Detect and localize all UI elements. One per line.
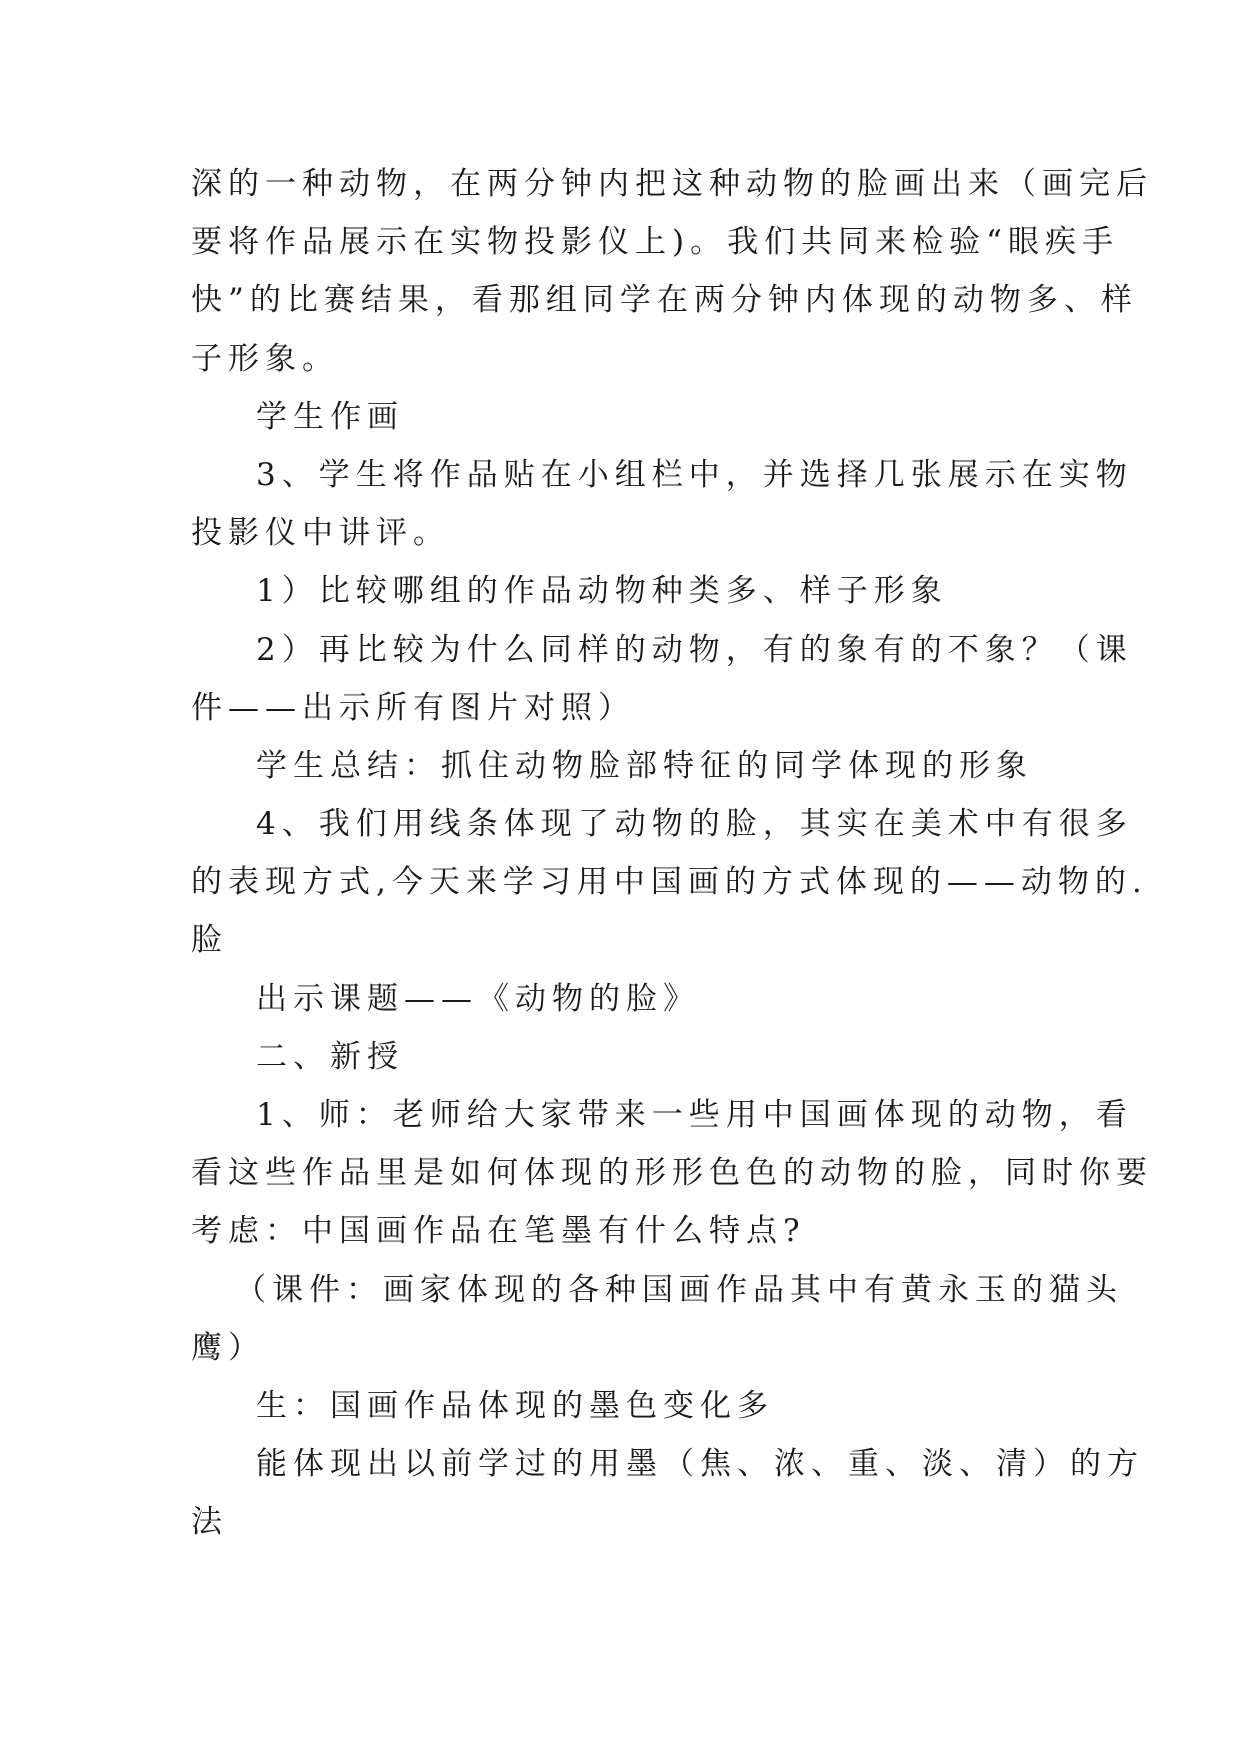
text-line: 3、学生将作品贴在小组栏中，并选择几张展示在实物	[256, 456, 1133, 493]
text-line: 1、师：老师给大家带来一些用中国画体现的动物，看	[256, 1097, 1133, 1133]
text-line: 生：国画作品体现的墨色变化多	[256, 1387, 774, 1424]
text-line: 学生作画	[256, 398, 404, 435]
text-line: 1）比较哪组的作品动物种类多、样子形象	[256, 573, 948, 610]
text-line: 学生总结：抓住动物脸部特征的同学体现的形象	[256, 747, 1033, 784]
section-heading: 二、新授	[256, 1038, 404, 1075]
text-line: 深的一种动物，在两分钟内把这种动物的脸画出来（画完后	[191, 166, 1153, 202]
text-line: 的表现方式,今天来学习用中国画的方式体现的——动物的.	[191, 864, 1148, 901]
text-line: 看这些作品里是如何体现的形形色色的动物的脸，同时你要	[191, 1155, 1153, 1192]
text-line: 件——出示所有图片对照）	[191, 689, 635, 726]
section-heading: 出示课题——《动物的脸》	[256, 980, 700, 1017]
text-line: 考虑：中国画作品在笔墨有什么特点?	[191, 1213, 806, 1250]
text-line: 法	[191, 1504, 228, 1541]
text-line: 鹰）	[191, 1329, 265, 1366]
text-line: 脸	[191, 922, 228, 959]
text-line: （课件：画家体现的各种国画作品其中有黄永玉的猫头	[235, 1271, 1123, 1308]
document-body	[191, 155, 1153, 1552]
text-line: 4、我们用线条体现了动物的脸，其实在美术中有很多	[256, 806, 1133, 843]
text-line: 快”的比赛结果，看那组同学在两分钟内体现的动物多、样	[191, 282, 1138, 319]
text-line: 要将作品展示在实物投影仪上)。我们共同来检验“眼疾手	[191, 224, 1119, 261]
text-line: 子形象。	[191, 340, 339, 377]
text-line: 2）再比较为什么同样的动物，有的象有的不象？（课	[256, 631, 1133, 668]
text-line: 投影仪中讲评。	[191, 515, 450, 552]
text-line: 能体现出以前学过的用墨（焦、浓、重、淡、清）的方	[256, 1446, 1144, 1483]
